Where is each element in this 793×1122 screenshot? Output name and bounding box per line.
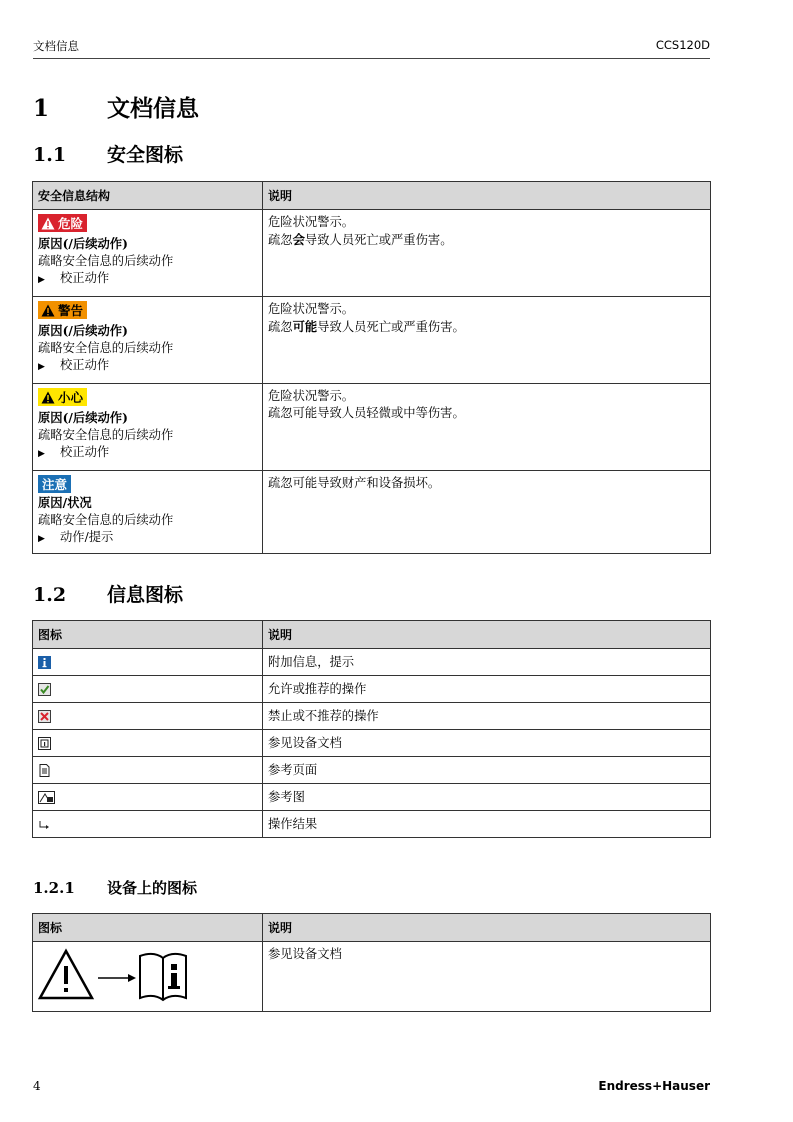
warning-triangle-icon (41, 304, 55, 317)
col-header: 说明 (263, 621, 711, 649)
section-1-1-title: 1.1 安全图标 (33, 144, 184, 166)
warning-triangle-icon (41, 217, 55, 230)
action-arrow-icon: ▶ (38, 274, 45, 285)
table-row: 危险 原因(/后续动作) 疏略安全信息的后续动作 ▶ 校正动作 危险状况警示。 疏忽会导致人员死亡或严重伤害。 (33, 210, 711, 297)
warning-triangle-icon (41, 391, 55, 404)
info-icon (38, 656, 51, 669)
table-row: 警告 原因(/后续动作) 疏略安全信息的后续动作 ▶ 校正动作 危险状况警示。 疏忽可能导致人员死亡或严重伤害。 (33, 297, 711, 384)
chapter-title: 1 文档信息 (33, 95, 199, 122)
table-row: 操作结果 (33, 811, 711, 838)
result-icon (38, 818, 51, 831)
table-row: 允许或推荐的操作 (33, 676, 711, 703)
table-row: 禁止或不推荐的操作 (33, 703, 711, 730)
table-row: 附加信息，提示 (33, 649, 711, 676)
table-row: 小心 原因(/后续动作) 疏略安全信息的后续动作 ▶ 校正动作 危险状况警示。 疏忽可能导致人员轻微或中等伤害。 (33, 384, 711, 471)
safety-symbols-table (32, 181, 711, 554)
header-section: 文档信息 (33, 39, 79, 53)
check-icon (38, 683, 51, 696)
page-footer (33, 1079, 710, 1093)
action-arrow-icon: ▶ (38, 534, 45, 544)
action-arrow-icon: ▶ (38, 448, 45, 459)
section-1-2-title: 1.2 信息图标 (33, 584, 184, 606)
table-row: 参考图 (33, 784, 711, 811)
action-arrow-icon: ▶ (38, 361, 45, 372)
figure-ref-icon (38, 791, 55, 804)
brand-logo-text: Endress+Hauser (598, 1079, 710, 1093)
caution-signal: 小心 (38, 388, 87, 406)
warning-doc-symbol-icon (38, 946, 188, 1002)
col-header: 图标 (33, 914, 263, 942)
notice-signal: 注意 (38, 475, 71, 493)
page-header (33, 38, 710, 59)
section-1-2-1-title: 1.2.1 设备上的图标 (33, 879, 198, 897)
info-symbols-table (32, 620, 711, 838)
col-header: 图标 (33, 621, 263, 649)
table-row: 注意 原因/状况 疏略安全信息的后续动作 ▶ 动作/提示 疏忽可能导致财产和设备损坏。 (33, 471, 711, 554)
col-header: 安全信息结构 (33, 182, 263, 210)
table-row: 参考页面 (33, 757, 711, 784)
table-row: 参见设备文档 (33, 942, 711, 1012)
page-number: 4 (33, 1079, 41, 1093)
cross-icon (38, 710, 51, 723)
device-doc-icon (38, 737, 51, 750)
warning-signal: 警告 (38, 301, 87, 319)
col-header: 说明 (263, 914, 711, 942)
page-ref-icon (38, 764, 51, 777)
table-row: 参见设备文档 (33, 730, 711, 757)
col-header: 说明 (263, 182, 711, 210)
device-symbols-table (32, 913, 711, 1012)
header-product: CCS120D (655, 38, 710, 52)
danger-signal: 危险 (38, 214, 87, 232)
